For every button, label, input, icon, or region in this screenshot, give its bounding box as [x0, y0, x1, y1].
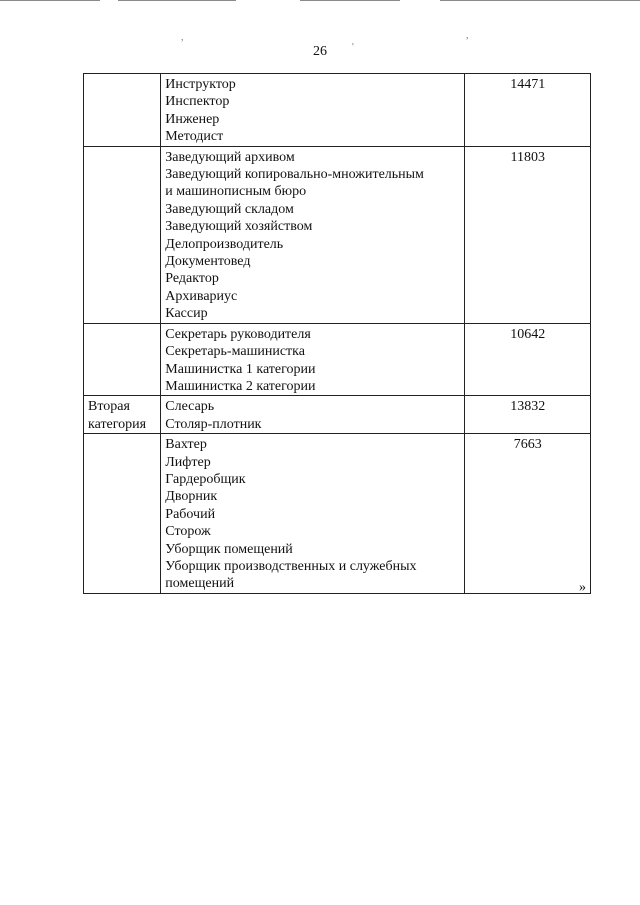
position-name: Заведующий архивом — [165, 149, 295, 165]
page-number: 26 — [313, 44, 327, 59]
position-name: Кассир — [165, 306, 208, 322]
position-name: Столяр-плотник — [165, 416, 262, 432]
category-cell — [84, 146, 161, 323]
position-name: Лифтер — [165, 454, 211, 470]
position-name: Инженер — [165, 111, 220, 127]
position-name: помещений — [165, 576, 235, 592]
position-name: Заведующий копировально-множительным — [165, 167, 424, 183]
position-name: Слесарь — [165, 399, 215, 415]
position-name: Инспектор — [165, 94, 230, 110]
position-name: Методист — [165, 129, 224, 145]
position-name: Дворник — [165, 489, 218, 505]
category-cell: Вторая категория — [84, 396, 161, 434]
position-name: Архивариус — [165, 288, 238, 304]
positions-cell — [161, 74, 465, 147]
position-name: и машинописным бюро — [165, 184, 307, 200]
positions-cell — [161, 146, 465, 323]
scan-speck: , — [181, 32, 184, 43]
amount-cell: 11803 — [465, 146, 591, 323]
position-name: Секретарь-машинистка — [165, 344, 305, 360]
table-row — [84, 434, 591, 594]
positions-cell — [161, 323, 465, 396]
positions-cell — [161, 434, 465, 594]
category-cell — [84, 434, 161, 594]
position-name: Заведующий складом — [165, 201, 294, 217]
category-cell — [84, 74, 161, 147]
amount-cell: 13832 — [465, 396, 591, 434]
table-row — [84, 74, 591, 147]
position-name: Гардеробщик — [165, 471, 246, 487]
position-name: Вахтер — [165, 437, 207, 453]
salary-table — [83, 73, 591, 594]
position-name: Рабочий — [165, 506, 216, 522]
amount-cell: 10642 — [465, 323, 591, 396]
position-name: Уборщик помещений — [165, 541, 293, 557]
scan-top-edge — [0, 0, 640, 2]
closing-quote: » — [579, 580, 586, 595]
table-row — [84, 323, 591, 396]
amount-cell: 14471 — [465, 74, 591, 147]
position-name: Сторож — [165, 524, 211, 540]
scan-speck: ' — [352, 42, 354, 53]
position-name: Заведующий хозяйством — [165, 219, 313, 235]
table-row — [84, 146, 591, 323]
position-name: Уборщик производственных и служебных — [165, 558, 417, 574]
position-name: Машинистка 2 категории — [165, 378, 316, 394]
position-name: Инструктор — [165, 77, 236, 92]
position-name: Редактор — [165, 271, 219, 287]
amount-cell: 7663 — [465, 434, 591, 594]
position-name: Секретарь руководителя — [165, 326, 311, 342]
table-row — [84, 396, 591, 434]
position-name: Документовед — [165, 254, 251, 270]
position-name: Машинистка 1 категории — [165, 361, 316, 377]
category-cell — [84, 323, 161, 396]
position-name: Делопроизводитель — [165, 236, 284, 252]
scan-speck: , — [466, 30, 469, 41]
positions-cell — [161, 396, 465, 434]
